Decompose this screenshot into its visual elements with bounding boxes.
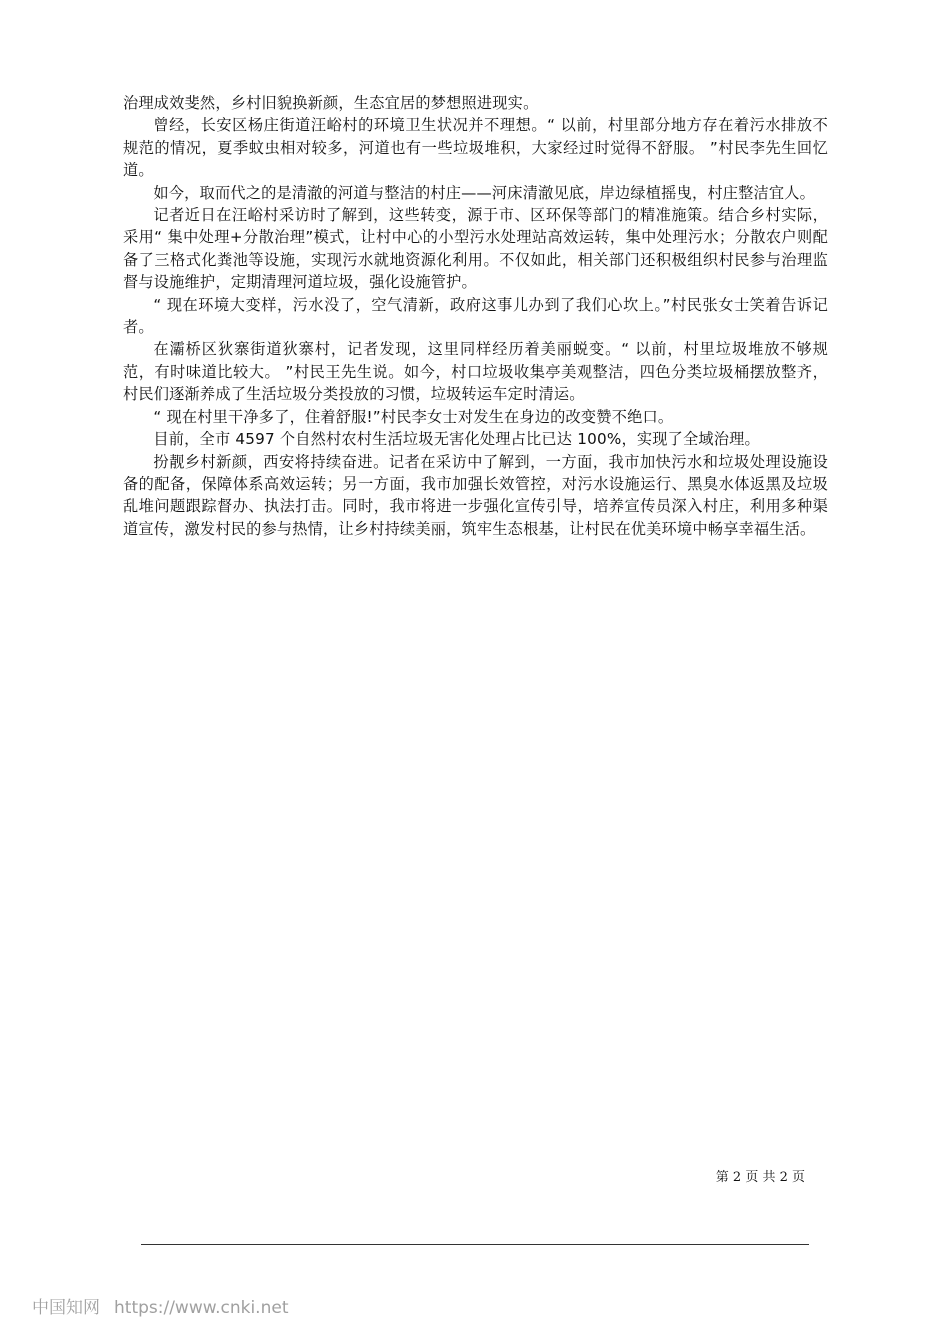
paragraph: 曾经，长安区杨庄街道汪峪村的环境卫生状况并不理想。“ 以前，村里部分地方存在着污水排放不规范的情况，夏季蚊虫相对较多，河道也有一些垃圾堆积，大家经过时觉得不舒服。 ”村民李先生回忆道。 [123,116,828,180]
article-body [123,92,828,540]
watermark [32,1293,288,1318]
paragraph: 记者近日在汪峪村采访时了解到，这些转变，源于市、区环保等部门的精准施策。结合乡村实际，采用“ 集中处理+分散治理”模式，让村中心的小型污水处理站高效运转，集中处理污水；分散农户则配备了三格式化粪池等设施，实现污水就地资源化利用。不仅如此，相关部门还积极组织村民参与治理监督与设施维护，定期清理河道垃圾，强化设施管护。 [123,206,828,292]
footer-divider [141,1244,809,1245]
paragraph: “ 现在环境大变样，污水没了，空气清新，政府这事儿办到了我们心坎上。”村民张女士笑着告诉记者。 [123,295,828,337]
paragraph: 治理成效斐然，乡村旧貌换新颜，生态宜居的梦想照进现实。 [123,94,539,112]
page-number: 第 2 页 共 2 页 [715,1170,805,1185]
watermark-url: https://www.cnki.net [114,1298,289,1318]
paragraph: 在灞桥区狄寨街道狄寨村，记者发现，这里同样经历着美丽蜕变。“ 以前，村里垃圾堆放不够规范，有时味道比较大。 ”村民王先生说。如今，村口垃圾收集亭美观整洁，四色分类垃圾桶摆放整齐，村民们逐渐养成了生活垃圾分类投放的习惯，垃圾转运车定时清运。 [123,340,828,404]
paragraph: 扮靓乡村新颜，西安将持续奋进。记者在采访中了解到，一方面，我市加快污水和垃圾处理设施设备的配备，保障体系高效运转；另一方面，我市加强长效管控，对污水设施运行、黑臭水体返黑及垃圾乱堆问题跟踪督办、执法打击。同时，我市将进一步强化宣传引导，培养宣传员深入村庄，利用多种渠道宣传，激发村民的参与热情，让乡村持续美丽，筑牢生态根基，让村民在优美环境中畅享幸福生活。 [123,452,828,538]
paragraph: 目前，全市 4597 个自然村农村生活垃圾无害化处理占比已达 100%，实现了全域治理。 [153,430,760,449]
paragraph: 如今，取而代之的是清澈的河道与整洁的村庄——河床清澈见底，岸边绿植摇曳，村庄整洁宜人。 [153,183,816,202]
watermark-brand: 中国知网 [32,1298,100,1318]
paragraph: “ 现在村里干净多了，住着舒服!”村民李女士对发生在身边的改变赞不绝口。 [153,407,674,426]
